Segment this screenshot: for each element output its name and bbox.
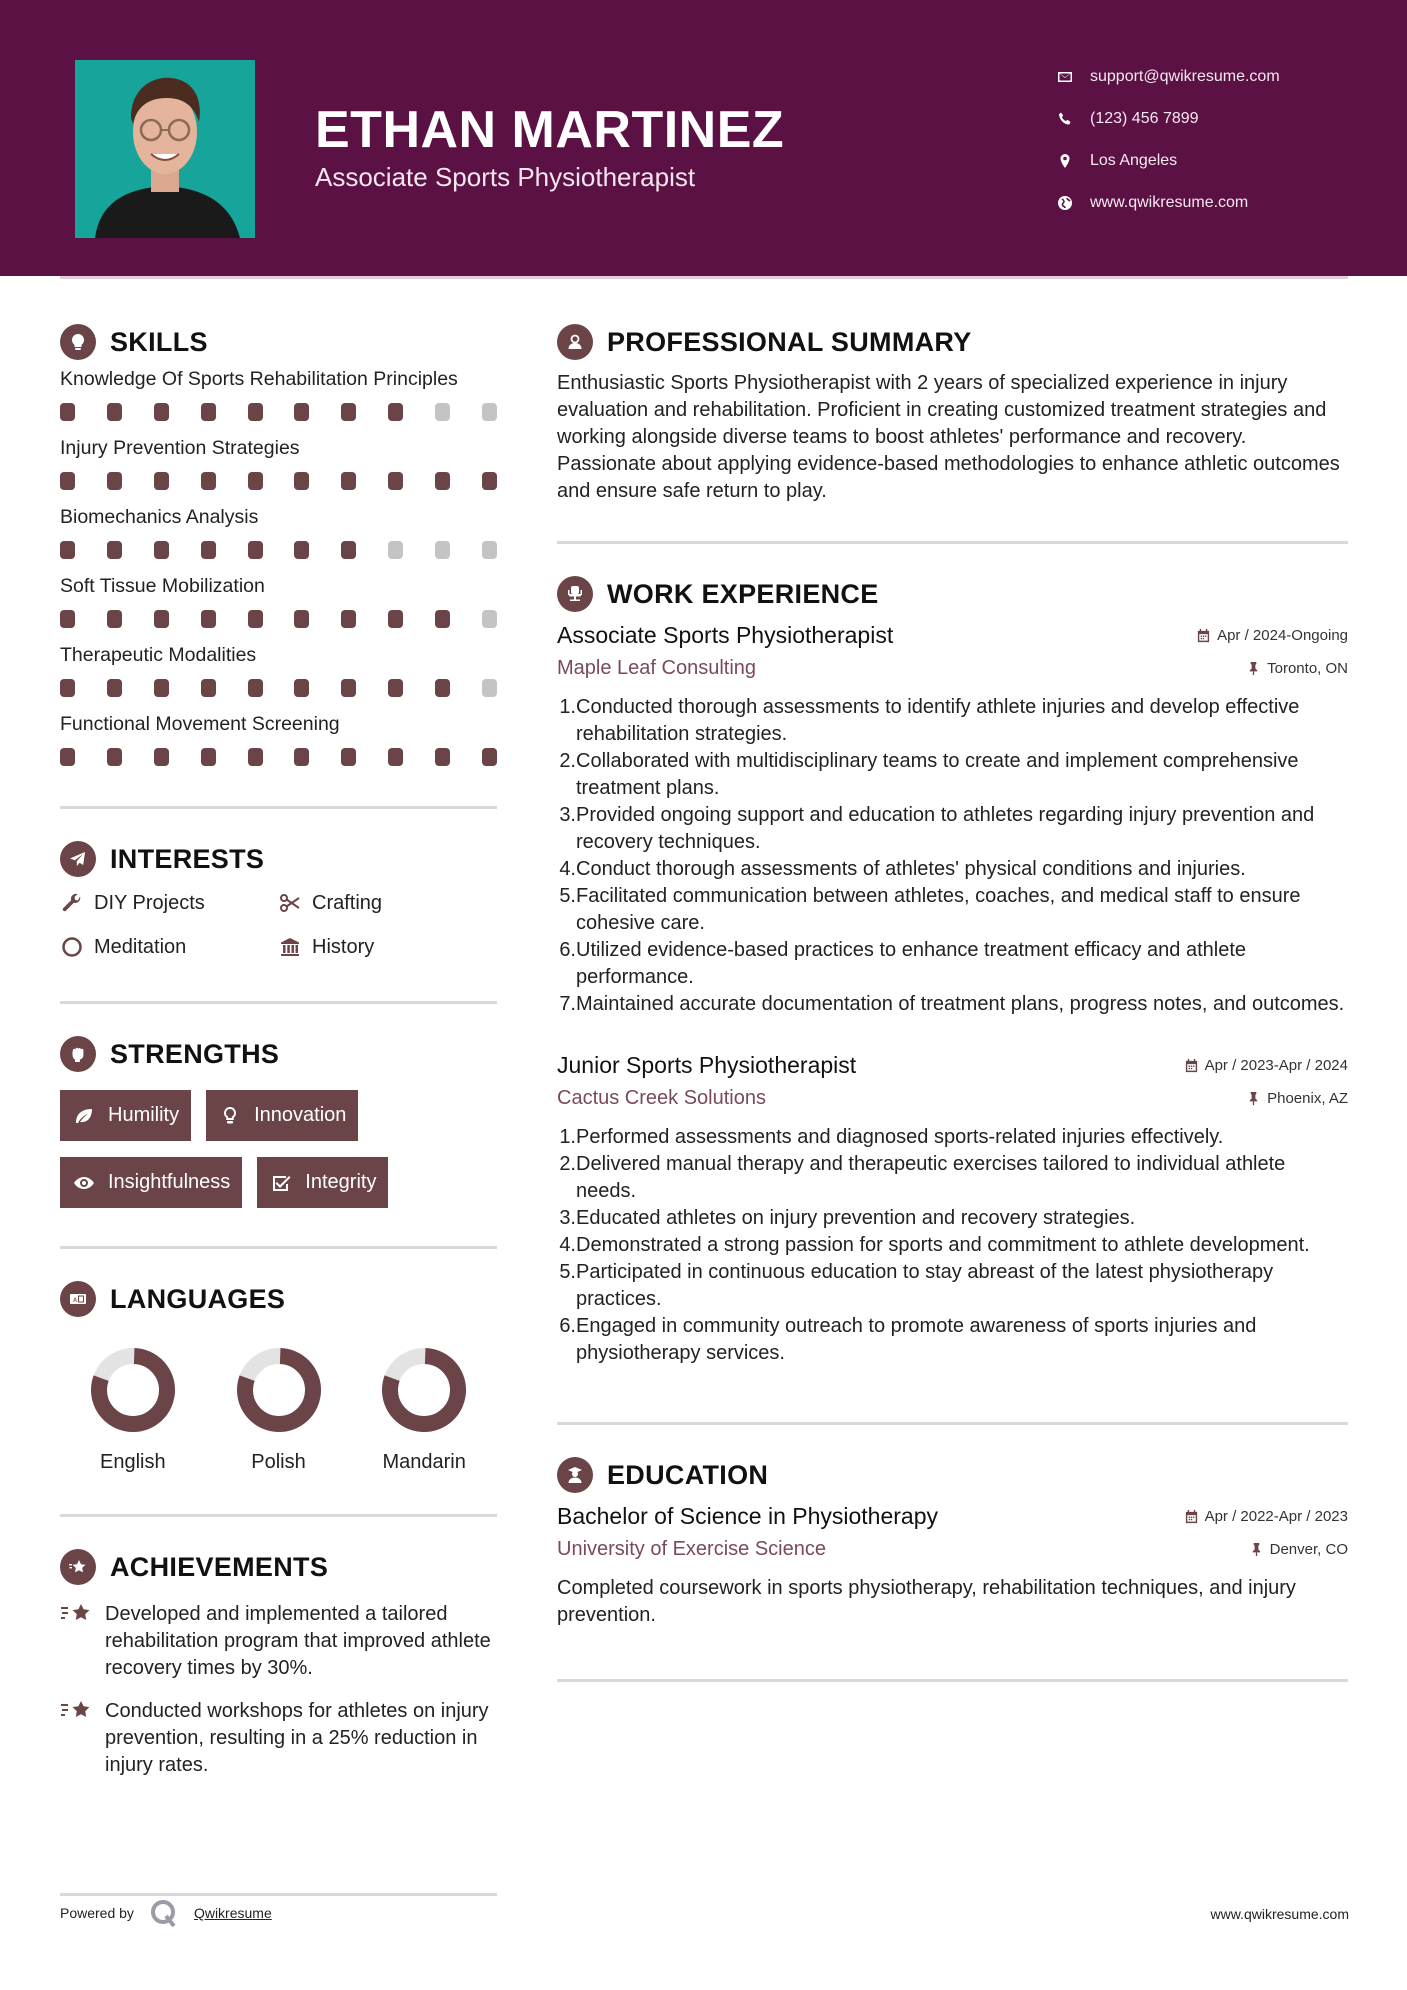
rating-dot-filled bbox=[435, 610, 450, 628]
rating-dot-filled bbox=[482, 472, 497, 490]
job-date: Apr / 2024-Ongoing bbox=[1196, 627, 1348, 644]
education-date: Apr / 2022-Apr / 2023 bbox=[1184, 1508, 1348, 1525]
bullet-item: 5. Facilitated communication between athletes, coaches, and medical staff to ensure cohesive care. bbox=[559, 885, 1301, 934]
rating-dot-filled bbox=[107, 472, 122, 490]
language-donut-chart bbox=[236, 1347, 322, 1433]
rating-dot-filled bbox=[154, 610, 169, 628]
bullet-item: 2. Collaborated with multidisciplinary teams to create and implement comprehensive treatment plans. bbox=[559, 750, 1299, 799]
rating-dot-filled bbox=[482, 748, 497, 766]
education-entry bbox=[557, 1503, 1348, 1629]
skills-list bbox=[60, 366, 497, 766]
lightbulb-icon bbox=[60, 324, 96, 360]
rating-dot-filled bbox=[201, 610, 216, 628]
rating-dot-filled bbox=[388, 748, 403, 766]
lightbulb-icon bbox=[218, 1104, 242, 1128]
jobs-list bbox=[557, 622, 1348, 1367]
pushpin-icon bbox=[1246, 661, 1261, 676]
language-item bbox=[206, 1347, 352, 1474]
rating-dot-filled bbox=[341, 748, 356, 766]
interest-item: DIY Projects bbox=[60, 887, 278, 919]
job-location: Phoenix, AZ bbox=[1246, 1090, 1348, 1107]
education-description: Completed coursework in sports physiotherapy, rehabilitation techniques, and injury prevention. bbox=[557, 1577, 1296, 1626]
rating-dot-filled bbox=[154, 403, 169, 421]
rating-dot-filled bbox=[341, 403, 356, 421]
bullet-item: 1. Performed assessments and diagnosed sports-related injuries effectively. bbox=[559, 1126, 1224, 1148]
skill-rating bbox=[60, 403, 497, 421]
bullet-item: 6. Utilized evidence-based practices to enhance treatment efficacy and athlete performance. bbox=[559, 939, 1247, 988]
rating-dot-filled bbox=[107, 541, 122, 559]
bullet-item: 6. Engaged in community outreach to promote awareness of sports injuries and physiotherapy services. bbox=[559, 1315, 1257, 1364]
rating-dot-filled bbox=[107, 748, 122, 766]
contact-email[interactable] bbox=[1055, 56, 1280, 98]
rating-dot-filled bbox=[60, 679, 75, 697]
rating-dot-empty bbox=[482, 679, 497, 697]
bullet-item: 1. Conducted thorough assessments to identify athlete injuries and develop effective rehabilitation strategies. bbox=[559, 696, 1300, 745]
pushpin-icon bbox=[1246, 1091, 1261, 1106]
strengths-list bbox=[60, 1090, 497, 1208]
skill-name: Therapeutic Modalities bbox=[60, 644, 257, 666]
skill-name: Soft Tissue Mobilization bbox=[60, 575, 265, 597]
rating-dot-filled bbox=[294, 679, 309, 697]
rating-dot-filled bbox=[248, 679, 263, 697]
rating-dot-filled bbox=[201, 679, 216, 697]
candidate-name: ETHAN MARTINEZ bbox=[315, 101, 785, 159]
interest-item: Crafting bbox=[278, 887, 496, 919]
bullet-item: 5. Participated in continuous education to stay abreast of the latest physiotherapy practices. bbox=[559, 1261, 1274, 1310]
rating-dot-filled bbox=[107, 403, 122, 421]
rating-dot-filled bbox=[107, 610, 122, 628]
rating-dot-filled bbox=[154, 748, 169, 766]
skill-name: Knowledge Of Sports Rehabilitation Principles bbox=[60, 368, 458, 390]
interest-item: History bbox=[278, 931, 496, 963]
rating-dot-empty bbox=[482, 610, 497, 628]
rating-dot-filled bbox=[294, 472, 309, 490]
achievements-list bbox=[60, 1601, 497, 1779]
language-name: Polish bbox=[251, 1451, 306, 1473]
contact-list bbox=[1055, 56, 1280, 224]
skill-name: Injury Prevention Strategies bbox=[60, 437, 300, 459]
rating-dot-filled bbox=[248, 472, 263, 490]
strengths-heading: STRENGTHS bbox=[60, 1032, 497, 1076]
footer-website[interactable]: www.qwikresume.com bbox=[1210, 1906, 1349, 1922]
rating-dot-filled bbox=[294, 403, 309, 421]
strength-badge: Innovation bbox=[206, 1090, 358, 1141]
skill-name: Functional Movement Screening bbox=[60, 713, 340, 735]
rating-dot-empty bbox=[435, 403, 450, 421]
section-divider bbox=[557, 541, 1348, 544]
rating-dot-filled bbox=[435, 748, 450, 766]
rating-dot-filled bbox=[60, 541, 75, 559]
globe-icon bbox=[1055, 193, 1075, 213]
skill-rating bbox=[60, 541, 497, 559]
envelope-icon bbox=[1055, 67, 1075, 87]
language-donut-chart bbox=[90, 1347, 176, 1433]
left-column bbox=[60, 320, 497, 1779]
wrench-icon bbox=[60, 891, 84, 915]
user-icon bbox=[557, 324, 593, 360]
skills-heading: SKILLS bbox=[60, 320, 497, 364]
skill-rating bbox=[60, 679, 497, 697]
contact-website[interactable] bbox=[1055, 182, 1280, 224]
graduate-icon bbox=[557, 1457, 593, 1493]
rating-dot-filled bbox=[60, 472, 75, 490]
rating-dot-filled bbox=[388, 610, 403, 628]
job-date: Apr / 2023-Apr / 2024 bbox=[1184, 1057, 1348, 1074]
contact-location-text: Los Angeles bbox=[1090, 152, 1178, 169]
job-bullets bbox=[557, 1124, 1348, 1367]
strength-badge: Humility bbox=[60, 1090, 191, 1141]
paper-plane-icon bbox=[60, 841, 96, 877]
rating-dot-filled bbox=[248, 748, 263, 766]
rating-dot-filled bbox=[248, 403, 263, 421]
phone-icon bbox=[1055, 109, 1075, 129]
eye-icon bbox=[72, 1171, 96, 1195]
rating-dot-filled bbox=[294, 610, 309, 628]
circle-icon bbox=[60, 935, 84, 959]
leaf-icon bbox=[72, 1104, 96, 1128]
right-column bbox=[557, 320, 1348, 1682]
company-name: Maple Leaf Consulting bbox=[557, 657, 757, 679]
rating-dot-filled bbox=[341, 541, 356, 559]
job-entry bbox=[557, 1052, 1348, 1367]
bullet-item: 3. Provided ongoing support and education to athletes regarding injury prevention and recovery techniques. bbox=[559, 804, 1315, 853]
education-location: Denver, CO bbox=[1249, 1541, 1348, 1558]
language-name: English bbox=[100, 1451, 166, 1473]
rating-dot-filled bbox=[248, 610, 263, 628]
rating-dot-filled bbox=[341, 610, 356, 628]
degree-title: Bachelor of Science in Physiotherapy bbox=[557, 1503, 938, 1529]
resume-header bbox=[0, 0, 1407, 276]
fist-icon bbox=[60, 1036, 96, 1072]
rating-dot-filled bbox=[154, 679, 169, 697]
interest-item: Meditation bbox=[60, 931, 278, 963]
rating-dot-filled bbox=[294, 748, 309, 766]
museum-icon bbox=[278, 935, 302, 959]
skill-rating bbox=[60, 472, 497, 490]
achievement-item bbox=[60, 1698, 497, 1779]
skill-rating bbox=[60, 610, 497, 628]
strength-badge: Insightfulness bbox=[60, 1157, 242, 1208]
rating-dot-filled bbox=[201, 403, 216, 421]
rating-dot-filled bbox=[201, 472, 216, 490]
achievement-item bbox=[60, 1601, 497, 1682]
rating-dot-empty bbox=[435, 541, 450, 559]
rating-dot-filled bbox=[201, 541, 216, 559]
language-donut-chart bbox=[381, 1347, 467, 1433]
section-divider bbox=[60, 1246, 497, 1249]
achievement-text: Conducted workshops for athletes on injury prevention, resulting in a 25% reduction in injury rates. bbox=[105, 1700, 489, 1776]
shooting-star-icon bbox=[60, 1698, 94, 1724]
rating-dot-filled bbox=[60, 610, 75, 628]
section-divider bbox=[60, 1001, 497, 1004]
pushpin-icon bbox=[1249, 1542, 1264, 1557]
rating-dot-filled bbox=[107, 679, 122, 697]
rating-dot-filled bbox=[341, 472, 356, 490]
checkbox-icon bbox=[269, 1171, 293, 1195]
rating-dot-empty bbox=[482, 541, 497, 559]
person-photo-icon bbox=[75, 60, 255, 238]
language-item bbox=[60, 1347, 206, 1474]
school-name: University of Exercise Science bbox=[557, 1538, 826, 1560]
section-divider bbox=[60, 1514, 497, 1517]
rating-dot-filled bbox=[60, 748, 75, 766]
qwikresume-logo-icon bbox=[148, 1898, 180, 1928]
job-location: Toronto, ON bbox=[1246, 660, 1348, 677]
rating-dot-filled bbox=[388, 403, 403, 421]
candidate-title: Associate Sports Physiotherapist bbox=[315, 162, 696, 192]
bullet-item: 7. Maintained accurate documentation of treatment plans, progress notes, and outcomes. bbox=[559, 993, 1345, 1015]
calendar-icon bbox=[1184, 1509, 1199, 1524]
rating-dot-empty bbox=[482, 403, 497, 421]
qwikresume-link[interactable]: Qwikresume bbox=[193, 1905, 272, 1921]
bullet-item: 4. Demonstrated a strong passion for sports and commitment to athlete development. bbox=[559, 1234, 1310, 1256]
star-icon bbox=[60, 1549, 96, 1585]
section-divider bbox=[60, 806, 497, 809]
rating-dot-filled bbox=[388, 679, 403, 697]
svg-text:A: A bbox=[73, 1297, 78, 1304]
office-chair-icon bbox=[557, 576, 593, 612]
contact-email-text: support@qwikresume.com bbox=[1090, 68, 1280, 85]
contact-location bbox=[1055, 140, 1280, 182]
strength-badge: Integrity bbox=[257, 1157, 388, 1208]
company-name: Cactus Creek Solutions bbox=[557, 1087, 766, 1109]
education-heading: EDUCATION bbox=[557, 1453, 1348, 1497]
rating-dot-filled bbox=[294, 541, 309, 559]
rating-dot-filled bbox=[201, 748, 216, 766]
rating-dot-filled bbox=[154, 472, 169, 490]
language-item bbox=[351, 1347, 497, 1474]
map-marker-icon bbox=[1055, 151, 1075, 171]
scissors-icon bbox=[278, 891, 302, 915]
skill-name: Biomechanics Analysis bbox=[60, 506, 259, 528]
rating-dot-filled bbox=[435, 679, 450, 697]
shooting-star-icon bbox=[60, 1601, 94, 1627]
interests-heading: INTERESTS bbox=[60, 837, 497, 881]
achievements-heading: ACHIEVEMENTS bbox=[60, 1545, 497, 1589]
job-title: Associate Sports Physiotherapist bbox=[557, 622, 894, 648]
job-entry bbox=[557, 622, 1348, 1018]
languages-heading: A LANGUAGES bbox=[60, 1277, 497, 1321]
calendar-icon bbox=[1184, 1058, 1199, 1073]
interests-list bbox=[60, 887, 497, 963]
powered-by: Powered by Qwikresume bbox=[60, 1898, 272, 1928]
summary-text: Enthusiastic Sports Physiotherapist with 2 years of specialized experience in injury evaluation and rehabilitation. Proficient in creating customized treatment strategies and working alongside diverse teams to boost athletes' performance and recovery. Passionate about applying evidence-based methodologies to enhance athletic outcomes and ensure safe return to play. bbox=[557, 372, 1340, 502]
achievement-text: Developed and implemented a tailored rehabilitation program that improved athlete recovery times by 30%. bbox=[105, 1603, 491, 1679]
bullet-item: 4. Conduct thorough assessments of athletes' physical conditions and injuries. bbox=[559, 858, 1246, 880]
rating-dot-filled bbox=[388, 472, 403, 490]
bullet-item: 3. Educated athletes on injury prevention and recovery strategies. bbox=[559, 1207, 1136, 1229]
language-name: Mandarin bbox=[382, 1451, 466, 1473]
header-divider bbox=[60, 276, 1348, 279]
rating-dot-filled bbox=[248, 541, 263, 559]
experience-heading: WORK EXPERIENCE bbox=[557, 572, 1348, 616]
skill-rating bbox=[60, 748, 497, 766]
contact-website-text: www.qwikresume.com bbox=[1090, 194, 1249, 211]
job-bullets bbox=[557, 694, 1348, 1018]
rating-dot-filled bbox=[154, 541, 169, 559]
section-divider bbox=[557, 1679, 1348, 1682]
rating-dot-empty bbox=[388, 541, 403, 559]
rating-dot-filled bbox=[60, 403, 75, 421]
contact-phone[interactable] bbox=[1055, 98, 1280, 140]
contact-phone-text: (123) 456 7899 bbox=[1090, 110, 1199, 127]
footer-divider bbox=[60, 1893, 497, 1896]
profile-photo bbox=[75, 60, 255, 238]
languages-list bbox=[60, 1347, 497, 1474]
section-divider bbox=[557, 1422, 1348, 1425]
translate-icon bbox=[60, 1281, 96, 1317]
job-title: Junior Sports Physiotherapist bbox=[557, 1052, 857, 1078]
summary-heading: PROFESSIONAL SUMMARY bbox=[557, 320, 1348, 364]
calendar-icon bbox=[1196, 628, 1211, 643]
rating-dot-filled bbox=[341, 679, 356, 697]
bullet-item: 2. Delivered manual therapy and therapeutic exercises tailored to individual athlete needs. bbox=[559, 1153, 1286, 1202]
rating-dot-filled bbox=[435, 472, 450, 490]
